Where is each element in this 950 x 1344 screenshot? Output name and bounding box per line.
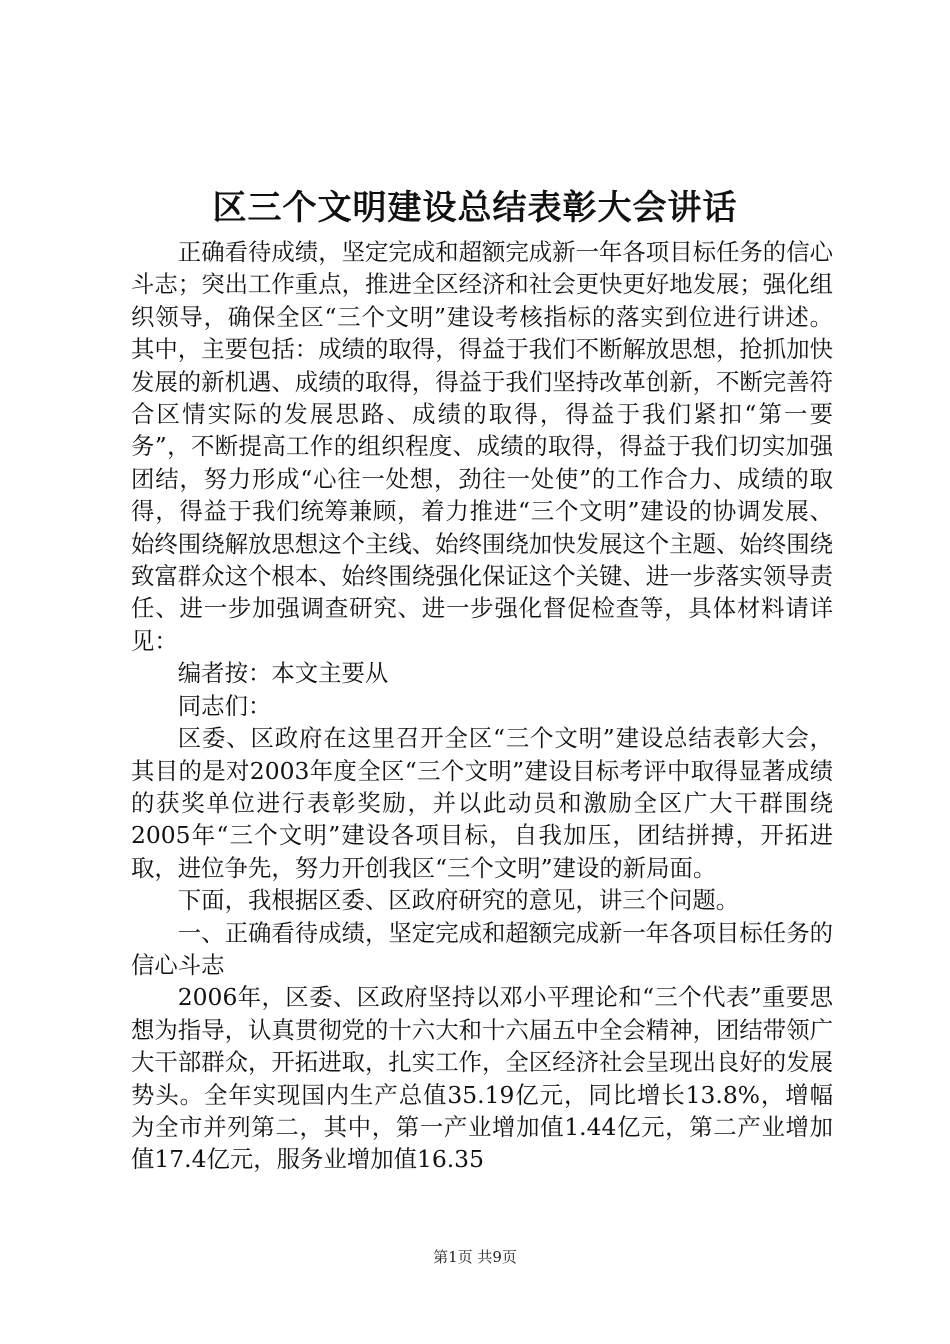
paragraph-summary: 正确看待成绩，坚定完成和超额完成新一年各项目标任务的信心斗志；突出工作重点，推进全区经济和社会更快更好地发展；强化组织领导，确保全区“三个文明”建设考核指标的落实到位进行讲述。其中，主要包括：成绩的取得，得益于我们不断解放思想，抢抓加快发展的新机遇、成绩的取得，得益于我们坚持改革创新，不断完善符合区情实际的发展思路、成绩的取得，得益于我们紧扣“第一要务”，不断提高工作的组织程度、成绩的取得，得益于我们切实加强团结，努力形成“心往一处想，劲往一处使”的工作合力、成绩的取得，得益于我们统筹兼顾，着力推进“三个文明”建设的协调发展、始终围绕解放思想这个主线、始终围绕加快发展这个主题、始终围绕致富群众这个根本、始终围绕强化保证这个关键、进一步落实领导责任、进一步加强调查研究、进一步强化督促检查等，具体材料请详见： — [131, 238, 833, 655]
paragraph-editor-note: 编者按：本文主要从 — [177, 659, 389, 688]
document-title: 区三个文明建设总结表彰大会讲话 — [212, 188, 738, 228]
paragraph-achievements: 2006年，区委、区政府坚持以邓小平理论和“三个代表”重要思想为指导，认真贯彻党的十六大和十六届五中全会精神，团结带领广大干部群众，开拓进取，扎实工作，全区经济社会呈现出良好的发展势头。全年实现国内生产总值35.19亿元，同比增长13.8%，增幅为全市并列第二，其中，第一产业增加值1.44亿元，第二产业增加值17.4亿元，服务业增加值16.35 — [131, 983, 833, 1174]
paragraph-purpose: 区委、区政府在这里召开全区“三个文明”建设总结表彰大会，其目的是对2003年度全区“三个文明”建设目标考评中取得显著成绩的获奖单位进行表彰奖励，并以此动员和激励全区广大干群围绕2005年“三个文明”建设各项目标，自我加压，团结拼搏，开拓进取，进位争先，努力开创我区“三个文明”建设的新局面。 — [131, 724, 833, 882]
page-footer: 第1页 共9页 — [433, 1248, 517, 1266]
document-body — [131, 236, 833, 1176]
paragraph-outline: 下面，我根据区委、区政府研究的意见，讲三个问题。 — [177, 886, 740, 915]
paragraph-section-heading: 一、正确看待成绩，坚定完成和超额完成新一年各项目标任务的信心斗志 — [131, 918, 833, 979]
paragraph-salutation: 同志们： — [177, 691, 272, 720]
